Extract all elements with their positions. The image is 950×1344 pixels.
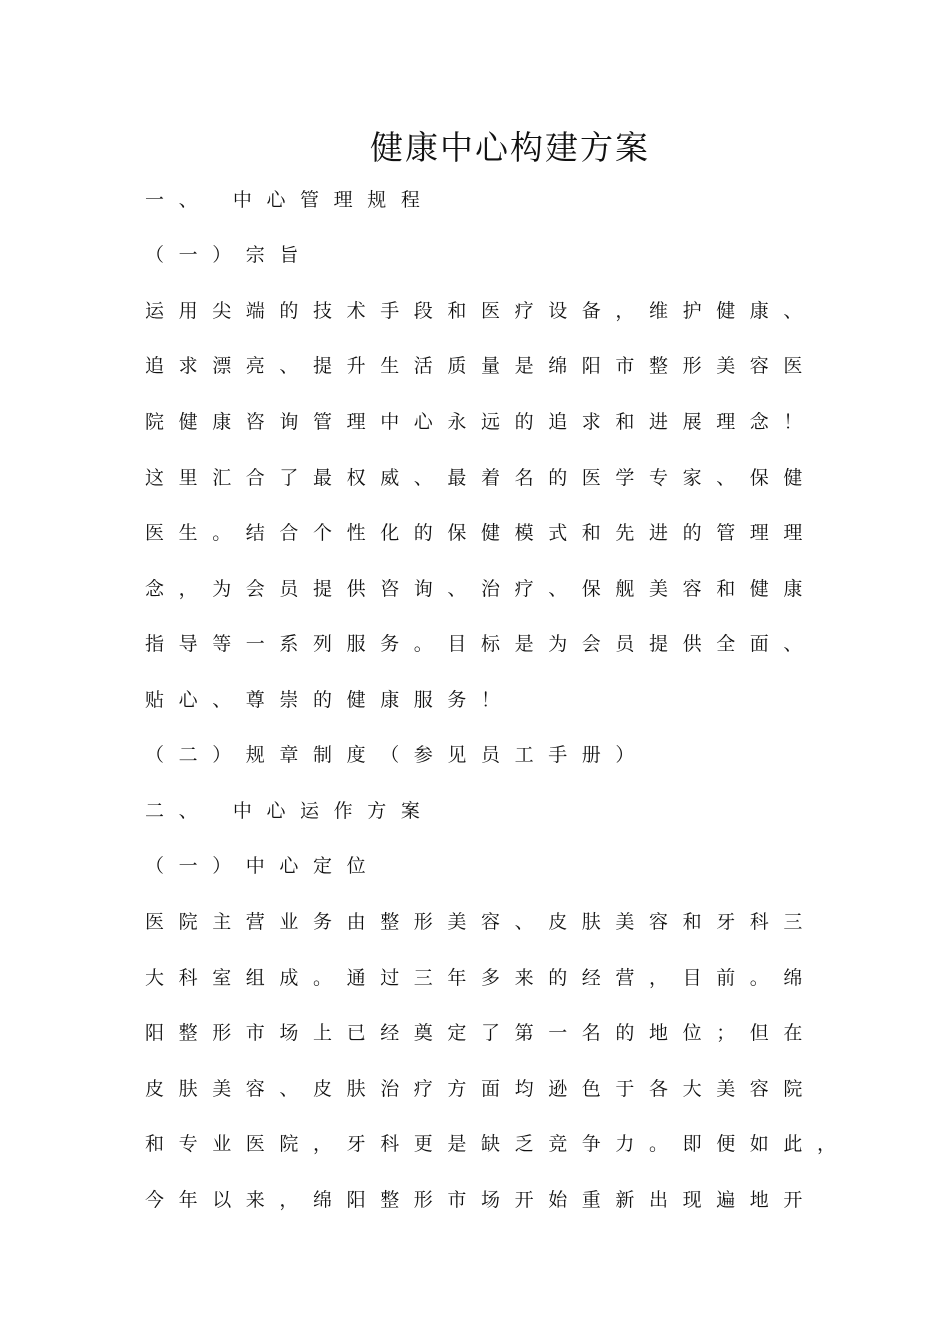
- paragraph-line: 贴心、尊崇的健康服务！: [145, 689, 515, 711]
- paragraph-line: 医院主营业务由整形美容、皮肤美容和牙科三: [145, 911, 818, 933]
- paragraph-line: 追求漂亮、提升生活质量是绵阳市整形美容医: [145, 355, 818, 377]
- paragraph-line: 运用尖端的技术手段和医疗设备，维护健康、: [145, 300, 818, 322]
- paragraph-line: 和专业医院，牙科更是缺乏竞争力。即便如此，: [145, 1133, 851, 1155]
- section-heading-1: 一、 中心管理规程: [145, 189, 435, 211]
- paragraph-line: 今年以来，绵阳整形市场开始重新出现遍地开: [145, 1189, 818, 1211]
- subsection-heading-positioning: （一）中心定位: [145, 855, 381, 877]
- paragraph-line: 皮肤美容、皮肤治疗方面均逊色于各大美容院: [145, 1078, 818, 1100]
- paragraph-line: 这里汇合了最权威、最着名的医学专家、保健: [145, 467, 818, 489]
- paragraph-line: 念，为会员提供咨询、治疗、保舰美容和健康: [145, 578, 818, 600]
- paragraph-line: 院健康咨询管理中心永远的追求和进展理念！: [145, 411, 818, 433]
- document-title: 健康中心构建方案: [370, 128, 650, 167]
- paragraph-line: 阳整形市场上已经奠定了第一名的地位；但在: [145, 1022, 818, 1044]
- subsection-heading-purpose: （一）宗旨: [145, 244, 314, 266]
- paragraph-line: 大科室组成。通过三年多来的经营，目前。绵: [145, 967, 818, 989]
- section-heading-2: 二、 中心运作方案: [145, 800, 435, 822]
- paragraph-line: 指导等一系列服务。目标是为会员提供全面、: [145, 633, 818, 655]
- paragraph-line: 医生。结合个性化的保健模式和先进的管理理: [145, 522, 818, 544]
- subsection-heading-rules: （二）规章制度（参见员工手册）: [145, 744, 650, 766]
